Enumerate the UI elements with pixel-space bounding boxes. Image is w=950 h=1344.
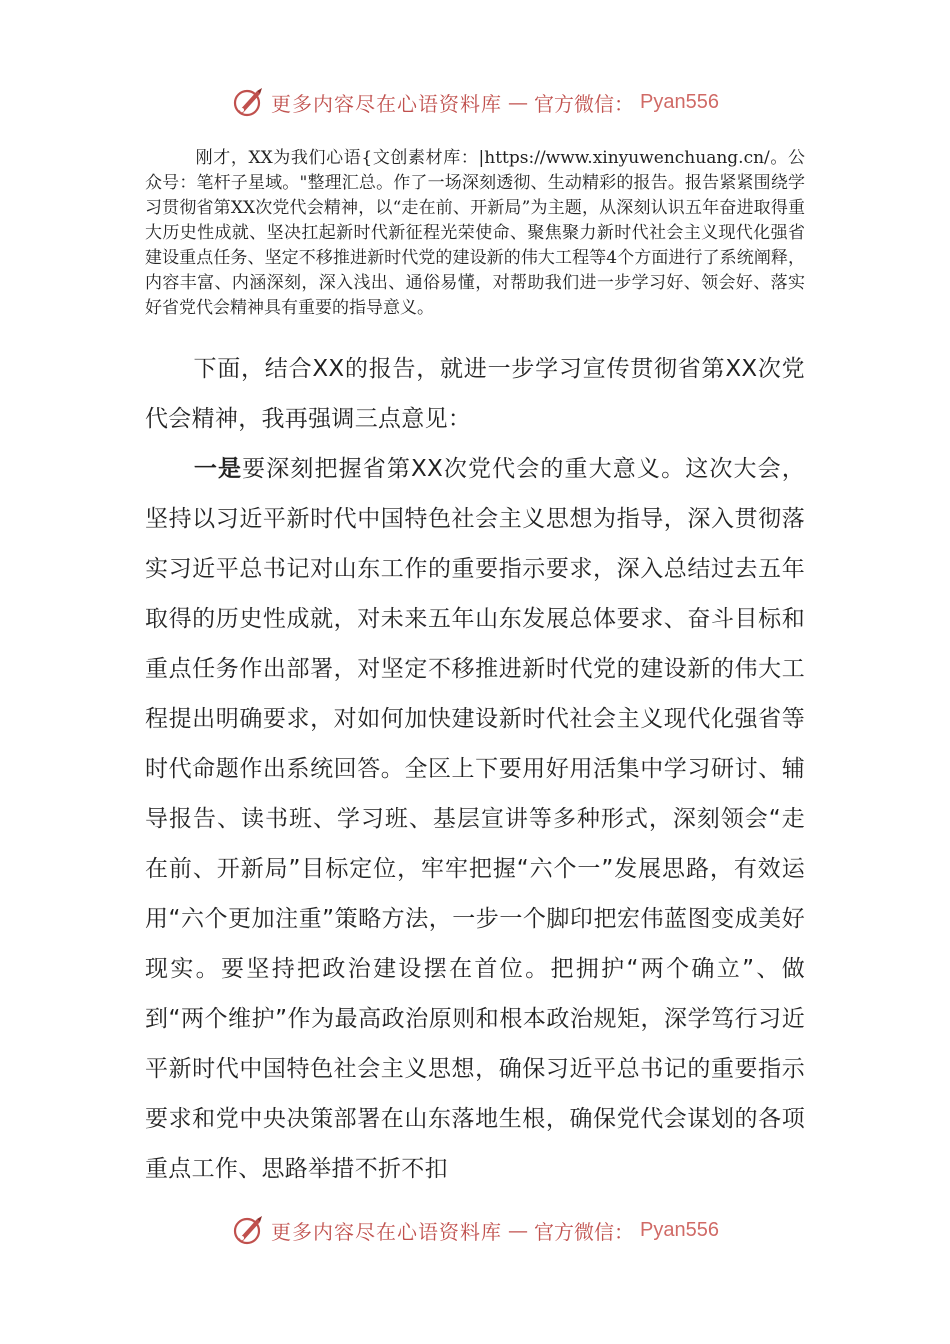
- banner-text: 更多内容尽在心语资料库: [271, 91, 503, 116]
- point-one-paragraph: [145, 444, 805, 1194]
- banner-wechat-id: Pyan556: [640, 90, 719, 113]
- footer-banner: [0, 1210, 950, 1250]
- point-one-body: 要深刻把握省第XX次党代会的重大意义。这次大会，坚持以习近平新时代中国特色社会主义思想为指导，深入贯彻落实习近平总书记对山东工作的重要指示要求，深入总结过去五年取得的历史性成就，对未来五年山东发展总体要求、奋斗目标和重点任务作出部署，对坚定不移推进新时代党的建设新的伟大工程提出明确要求，对如何加快建设新时代社会主义现代化强省等时代命题作出系统回答。全区上下要用好用活集中学习研讨、辅导报告、读书班、学习班、基层宣讲等多种形式，深刻领会“走在前、开新局”目标定位，牢牢把握“六个一”发展思路，有效运用“六个更加注重”策略方法，一步一个脚印把宏伟蓝图变成美好现实。要坚持把政治建设摆在首位。把拥护“两个确立”、做到“两个维护”作为最高政治原则和根本政治规矩，深学笃行习近平新时代中国特色社会主义思想，确保习近平总书记的重要指示要求和党中央决策部署在山东落地生根，确保党代会谋划的各项重点工作、思路举措不折不扣: [145, 456, 805, 1182]
- point-one-lead: 一是: [193, 456, 243, 482]
- quill-logo-icon: [231, 1213, 265, 1247]
- banner-separator: —: [508, 90, 529, 114]
- transition-paragraph-text: 下面，结合XX的报告，就进一步学习宣传贯彻省第XX次党代会精神，我再强调三点意见：: [145, 356, 805, 432]
- intro-paragraph: [145, 146, 805, 321]
- banner-wechat-id: Pyan556: [640, 1218, 719, 1241]
- transition-paragraph: [145, 344, 805, 444]
- quill-logo-icon: [231, 85, 265, 119]
- intro-paragraph-text: 刚才，XX为我们心语{文创素材库：|https://www.xinyuwenchuang.cn/。公众号：笔杆子星域。"整理汇总。作了一场深刻透彻、生动精彩的报告。报告紧紧围绕学习贯彻省第XX次党代会精神，以“走在前、开新局”为主题，从深刻认识五年奋进取得重大历史性成就、坚决扛起新时代新征程光荣使命、聚焦聚力新时代社会主义现代化强省建设重点任务、坚定不移推进新时代党的建设新的伟大工程等4个方面进行了系统阐释，内容丰富、内涵深刻，深入浅出、通俗易懂，对帮助我们进一步学习好、领会好、落实好省党代会精神具有重要的指导意义。: [145, 148, 805, 318]
- banner-text: 更多内容尽在心语资料库: [271, 1219, 503, 1244]
- banner-wechat-label: 官方微信：: [534, 91, 635, 116]
- header-banner: [0, 82, 950, 122]
- banner-wechat-label: 官方微信：: [534, 1219, 635, 1244]
- banner-separator: —: [508, 1218, 529, 1242]
